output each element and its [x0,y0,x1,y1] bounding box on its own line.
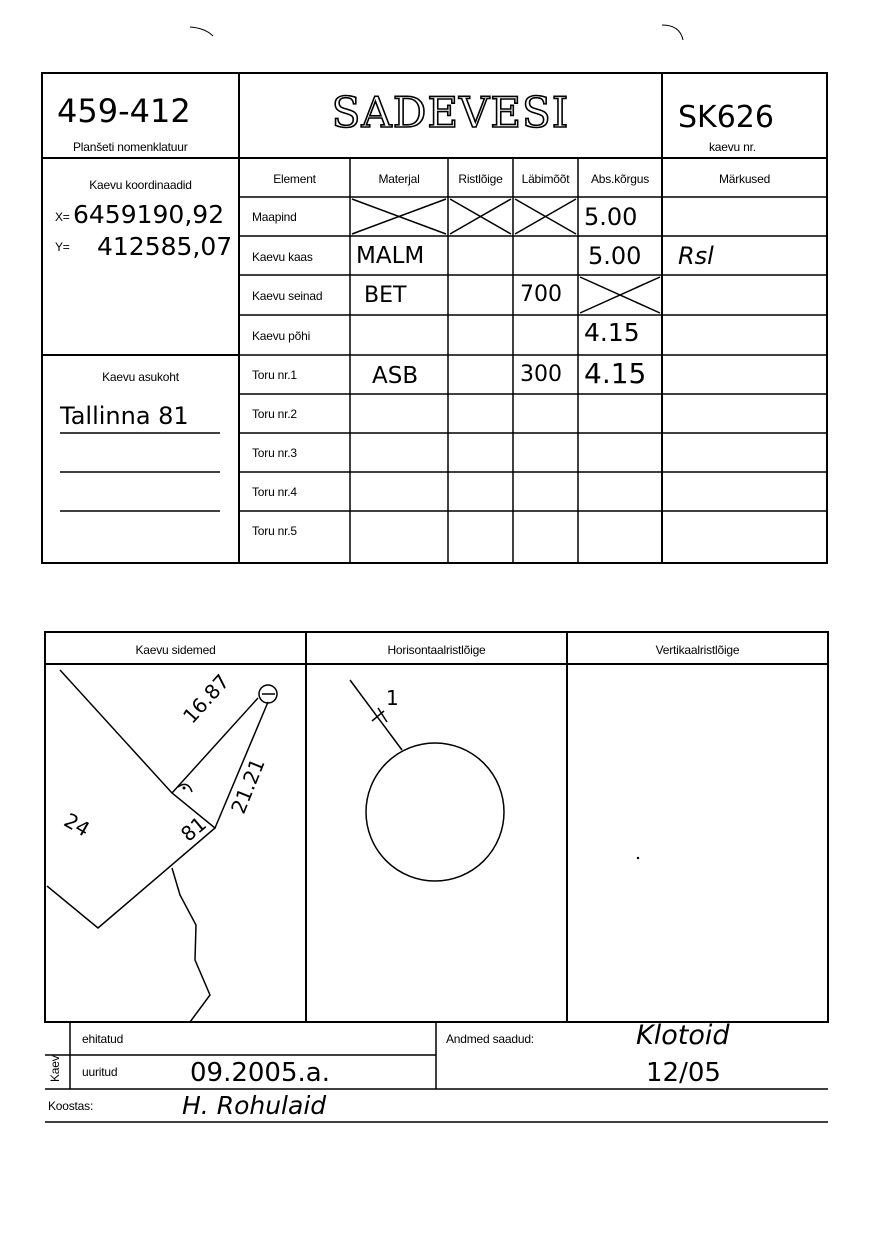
nomenclature-label: Planšeti nomenklatuur [73,140,188,154]
cell-diameter: 700 [520,282,562,307]
header-abs-height: Abs.kõrgus [590,172,650,186]
cell-abs-height: 4.15 [584,318,640,347]
cell-material: ASB [372,363,419,389]
surveyed-value: 09.2005.a. [190,1058,330,1088]
row-element-name: Kaevu põhi [252,329,311,343]
data-received-label: Andmed saadud: [446,1032,534,1046]
well-number-label: kaevu nr. [709,140,756,154]
cell-material: BET [364,283,407,308]
row-element-name: Kaevu kaas [252,250,313,264]
vertical-section-label: Vertikaalristlõige [655,643,740,657]
cell-notes: Rsl [678,242,714,270]
well-number-value: SK626 [678,100,774,135]
horizontal-section [350,680,504,881]
header-notes: Märkused [718,172,771,186]
location-value: Tallinna 81 [60,402,189,430]
footer-side-label: Kaev [48,1055,62,1082]
form-title: SADEVESI [331,88,570,137]
cell-material: MALM [356,243,425,269]
row-element-name: Toru nr.2 [252,407,297,421]
house-number-2: 81 [176,811,211,847]
tie-distance-2: 21.21 [226,754,270,817]
nomenclature-value: 459-412 [57,92,191,130]
cell-abs-height: 5.00 [584,203,638,231]
y-label: Y= [55,240,70,254]
row-element-name: Maapind [252,210,297,224]
x-value: 6459190,92 [73,200,225,229]
surveyed-label: uuritud [82,1065,118,1079]
ties-label: Kaevu sidemed [135,643,216,657]
row-element-name: Toru nr.3 [252,446,297,460]
location-label: Kaevu asukoht [102,370,179,384]
x-label: X= [55,210,70,224]
header-diameter: Läbimõõt [521,172,570,186]
pipe-number: 1 [386,686,399,710]
tie-distance-1: 16.87 [178,669,235,729]
row-element-name: Kaevu seinad [252,289,323,303]
header-cross-section: Ristlõige [458,172,503,186]
ties-sketch [47,670,277,1022]
author-signature: H. Rohulaid [182,1091,327,1120]
cell-abs-height: 4.15 [584,357,647,390]
cell-abs-height: 5.00 [588,242,642,270]
horizontal-section-label: Horisontaalristlõige [387,643,486,657]
coordinates-label: Kaevu koordinaadid [89,178,192,192]
header-material: Materjal [378,172,420,186]
data-received-source: Klotoid [636,1020,730,1051]
cell-diameter: 300 [520,362,562,387]
y-value: 412585,07 [97,232,233,261]
row-element-name: Toru nr.1 [252,368,297,382]
author-label: Koostas: [48,1099,94,1113]
built-label: ehitatud [82,1032,124,1046]
row-element-name: Toru nr.4 [252,485,297,499]
header-element: Element [273,172,316,186]
data-received-date: 12/05 [646,1058,721,1088]
row-element-name: Toru nr.5 [252,524,297,538]
house-number-1: 24 [60,808,95,842]
